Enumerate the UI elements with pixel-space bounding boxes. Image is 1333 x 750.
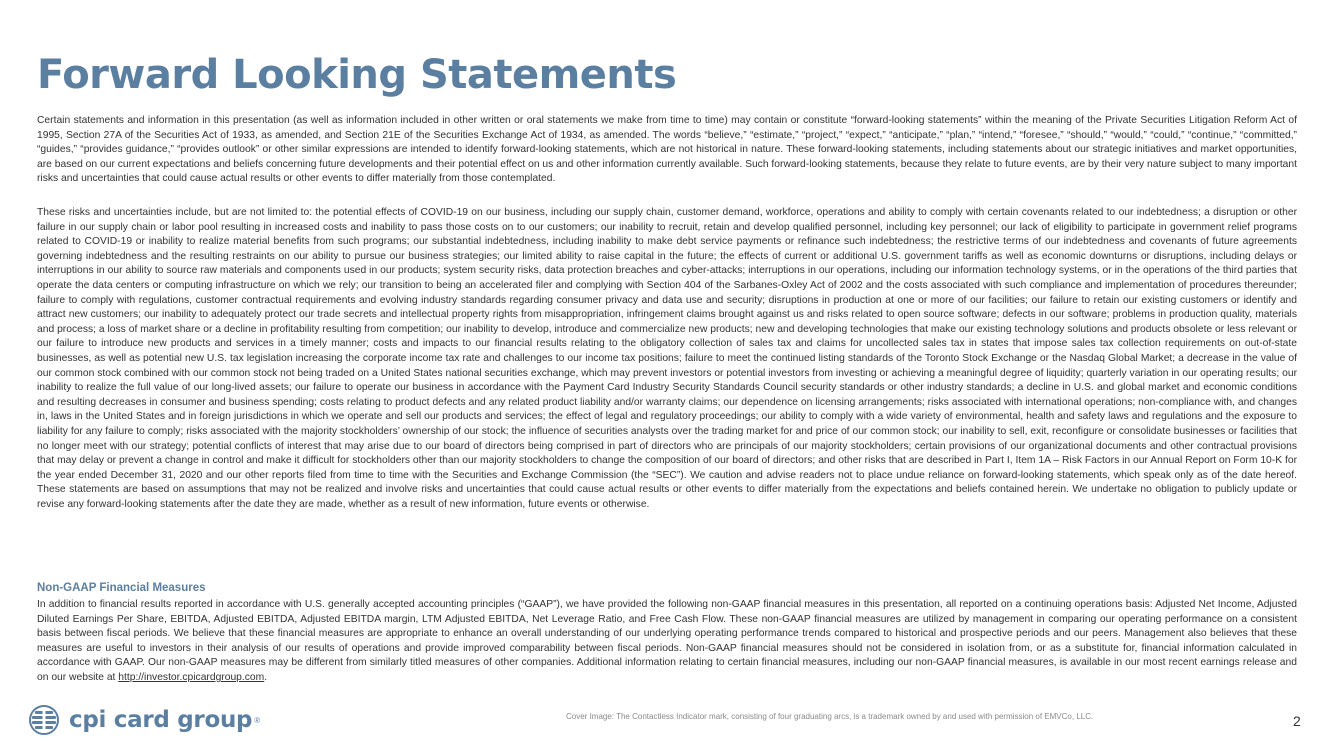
globe-card-icon: [27, 704, 61, 736]
page-title: Forward Looking Statements: [37, 52, 677, 98]
company-logo: [27, 704, 260, 736]
investor-website-link[interactable]: http://investor.cpicardgroup.com: [118, 671, 265, 683]
cover-image-note: Cover Image: The Contactless Indicator mark, consisting of four graduating arcs, is a trademark owned by and used with permission of EMVCo, LLC.: [566, 712, 1094, 721]
forward-looking-paragraph: Certain statements and information in this presentation (as well as information included in other written or oral statements we make from time to time) may contain or constitute “forward-looking statements” within the meaning of the Private Securities Litigation Reform Act of 1995, Section 27A of the Securities Act of 1933, as amended, and Section 21E of the Securities Exchange Act of 1934, as amended. The words “believe,” “estimate,” “project,” “expect,” “anticipate,” “plan,” “intend,” “foresee,” “should,” “would,” “could,” “continue,” “committed,” “guides,” “provides guidance,” “provides outlook” or other similar expressions are intended to identify forward-looking statements, which are not historical in nature. These forward-looking statements, including statements about our strategic initiatives and market opportunities, are based on our current expectations and beliefs concerning future developments and their potential effect on us and other information currently available. Such forward-looking statements, because they relate to future events, are by their very nature subject to many important risks and uncertainties that could cause actual results or other events to differ materially from those contemplated.: [37, 115, 1297, 185]
non-gaap-text: In addition to financial results reported in accordance with U.S. generally accepted accounting principles (“GAAP”), we have provided the following non-GAAP financial measures in this presentation, all reported on a continuing operations basis: Adjusted Net Income, Adjusted Diluted Earnings Per Share, EBITDA, Adjusted EBITDA, Adjusted EBITDA margin, LTM Adjusted EBITDA, Net Leverage Ratio, and Free Cash Flow. These non-GAAP financial measures are utilized by management in comparing our operating performance on a consistent basis between fiscal periods. We believe that these financial measures are appropriate to enhance an overall understanding of our underlying operating performance trends compared to historical and prospective periods and our peers. Management also believes that these measures are useful to investors in their analysis of our results of operations and provide improved comparability between fiscal periods. Non-GAAP financial measures should not be considered in isolation from, or as a substitute for, financial information calculated in accordance with GAAP. Our non-GAAP measures may be different from similarly titled measures of other companies. Additional information relating to certain financial measures, including our non-GAAP financial measures, is available in our most recent earnings release and on our website at: [37, 599, 1297, 683]
page-number: 2: [1293, 713, 1301, 729]
registered-mark: ®: [254, 715, 261, 725]
non-gaap-paragraph: [37, 598, 1297, 686]
logo-wordmark: cpi card group: [69, 707, 253, 733]
risks-paragraph: These risks and uncertainties include, but are not limited to: the potential effects of COVID-19 on our business, including our supply chain, customer demand, workforce, operations and ability to comply with certain covenants related to our indebtedness; a disruption or other failure in our supply chain or labor pool resulting in increased costs and inability to pass those costs on to our customers; our inability to recruit, retain and develop qualified personnel, including key personnel; our lack of eligibility to participate in government relief programs related to COVID-19 or inability to realize material benefits from such programs; our substantial indebtedness, including inability to make debt service payments or refinance such indebtedness; the restrictive terms of our indebtedness and covenants of future agreements governing indebtedness and the resulting restraints on our ability to pursue our business strategies; our limited ability to raise capital in the future; the effects of current or additional U.S. government tariffs as well as economic downturns or disruptions, including delays or interruptions in our ability to source raw materials and components used in our products; system security risks, data protection breaches and cyber-attacks; interruptions in our operations, including our information technology systems, or in the operations of the third parties that operate the data centers or computing infrastructure on which we rely; our transition to being an accelerated filer and complying with Section 404 of the Sarbanes-Oxley Act of 2002 and the costs associated with such compliance and implementation of procedures thereunder; failure to comply with regulations, customer contractual requirements and evolving industry standards regarding consumer privacy and data use and security; disruptions in production at one or more of our facilities; our failure to retain our existing customers or identify and attract new customers; our inability to adequately protect our trade secrets and intellectual property rights from misappropriation, infringement claims brought against us and risks related to open source software; defects in our software; problems in production quality, materials and process; a loss of market share or a decline in profitability resulting from competition; our inability to develop, introduce and commercialize new products; new and developing technologies that make our existing technology solutions and products obsolete or less relevant or our failure to introduce new products and services in a timely manner; costs and impacts to our financial results relating to the obligatory collection of sales tax and claims for uncollected sales tax in states that impose sales tax collection requirements on out-of-state businesses, as well as potential new U.S. tax legislation increasing the corporate income tax rate and challenges to our income tax positions; failure to meet the continued listing standards of the Toronto Stock Exchange or the Nasdaq Global Market; a decrease in the value of our common stock combined with our common stock not being traded on a United States national securities exchange, which may prevent investors or potential investors from investing or achieving a meaningful degree of liquidity; quarterly variation in our operating results; our inability to realize the full value of our long-lived assets; our failure to operate our business in accordance with the Payment Card Industry Security Standards Council security standards or other industry standards; a decline in U.S. and global market and economic conditions and resulting decreases in consumer and business spending; costs relating to product defects and any related product liability and/or warranty claims; our dependence on licensing arrangements; risks associated with international operations; non-compliance with, and changes in, laws in the United States and in foreign jurisdictions in which we operate and sell our products and services; the effect of legal and regulatory proceedings; our ability to comply with a wide variety of environmental, health and safety laws and regulations and the exposure to liability for any failure to comply; risks associated with the majority stockholders’ ownership of our stock; the influence of securities analysts over the trading market for and price of our common stock; our inability to sell, exit, reconfigure or consolidate businesses or facilities that no longer meet with our strategy; potential conflicts of interest that may arise due to our board of directors being comprised in part of directors who are principals of our majority stockholders; certain provisions of our organizational documents and other contractual provisions that may delay or prevent a change in control and make it difficult for stockholders other than our majority stockholders to change the composition of our board of directors; and other risks that are described in Part I, Item 1A – Risk Factors in our Annual Report on Form 10-K for the year ended December 31, 2020 and our other reports filed from time to time with the Securities and Exchange Commission (the “SEC”). We caution and advise readers not to place undue reliance on forward-looking statements, which speak only as of the date hereof. These statements are based on assumptions that may not be realized and involve risks and uncertainties that could cause actual results or other events to differ materially from the expectations and beliefs contained herein. We undertake no obligation to publicly update or revise any forward-looking statements after the date they are made, whether as a result of new information, future events or otherwise.: [37, 207, 1297, 510]
non-gaap-text-end: .: [264, 671, 268, 683]
non-gaap-heading: Non-GAAP Financial Measures: [37, 582, 206, 594]
